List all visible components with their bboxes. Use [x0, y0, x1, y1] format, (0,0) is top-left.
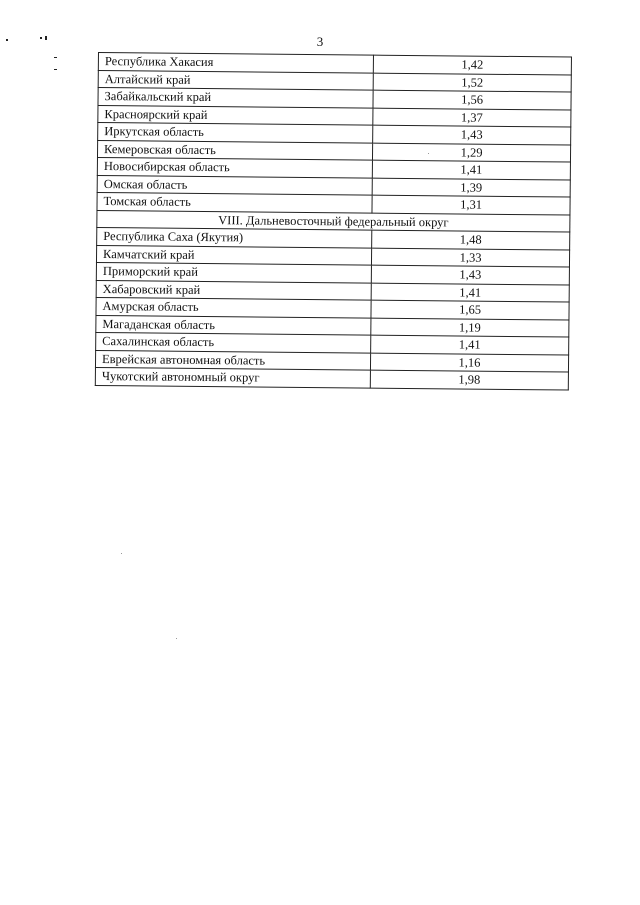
- region-name: Еврейская автономная область: [95, 350, 370, 370]
- coefficient-value: 1,37: [373, 108, 571, 127]
- coefficient-value: 1,56: [373, 90, 571, 109]
- coefficient-value: 1,31: [372, 195, 570, 214]
- region-name: Чукотский автономный округ: [95, 367, 370, 387]
- scan-mark: [54, 57, 57, 58]
- coefficient-value: 1,16: [370, 353, 568, 372]
- region-name: Новосибирская область: [97, 157, 372, 177]
- coefficient-value: 1,41: [371, 283, 569, 302]
- scan-speck: [428, 153, 429, 154]
- coefficients-table: [95, 52, 572, 390]
- coefficient-value: 1,65: [371, 300, 569, 319]
- scan-speck: [176, 638, 177, 639]
- scan-mark: [54, 69, 57, 70]
- region-name: Магаданская область: [96, 315, 371, 335]
- region-name: Алтайский край: [98, 70, 373, 90]
- scan-mark: [45, 36, 47, 40]
- coefficient-value: 1,33: [371, 248, 569, 267]
- region-name: Республика Саха (Якутия): [97, 227, 372, 247]
- coefficient-value: 1,29: [372, 143, 570, 162]
- region-name: Камчатский край: [96, 245, 371, 265]
- region-name: Томская область: [97, 192, 372, 212]
- coefficient-value: 1,39: [372, 178, 570, 197]
- page-number: 3: [316, 34, 324, 49]
- region-name: Омская область: [97, 175, 372, 195]
- region-name: Республика Хакасия: [98, 53, 373, 73]
- region-name: Сахалинская область: [96, 332, 371, 352]
- region-name: Хабаровский край: [96, 280, 371, 300]
- coefficient-value: 1,52: [373, 73, 571, 92]
- scan-mark: [40, 37, 42, 39]
- section-heading: VIII. Дальневосточный федеральный округ: [97, 210, 570, 232]
- region-name: Кемеровская область: [97, 140, 372, 160]
- coefficient-value: 1,19: [371, 318, 569, 337]
- region-name: Амурская область: [96, 297, 371, 317]
- coefficient-value: 1,41: [372, 160, 570, 179]
- region-name: Приморский край: [96, 262, 371, 282]
- scan-speck: [121, 553, 122, 554]
- region-name: Иркутская область: [98, 123, 373, 143]
- region-name: Красноярский край: [98, 105, 373, 125]
- scan-mark: [6, 39, 8, 41]
- coefficient-value: 1,42: [373, 55, 571, 74]
- coefficient-value: 1,48: [372, 230, 570, 249]
- table-row: [95, 367, 568, 389]
- coefficient-value: 1,43: [373, 125, 571, 144]
- coefficient-value: 1,98: [370, 370, 568, 389]
- coefficient-value: 1,43: [371, 265, 569, 284]
- region-name: Забайкальский край: [98, 88, 373, 108]
- coefficients-table-container: [95, 52, 572, 390]
- coefficient-value: 1,41: [371, 335, 569, 354]
